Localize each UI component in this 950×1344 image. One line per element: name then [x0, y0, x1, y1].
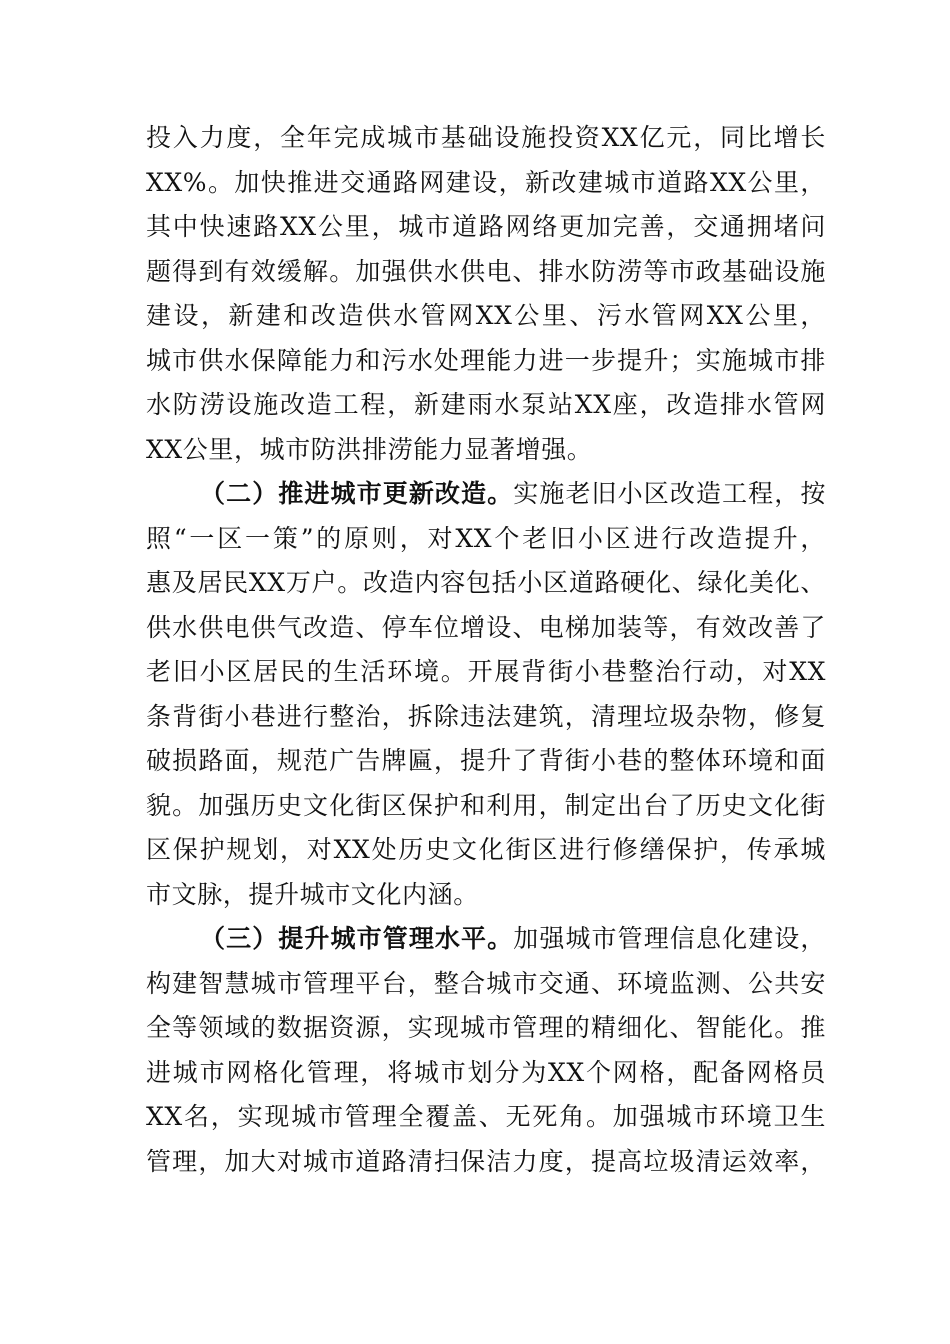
text-line: 条背街小巷进行整治，拆除违法建筑，清理垃圾杂物，修复	[146, 701, 826, 731]
text-line: 进城市网格化管理，将城市划分为XX个网格，配备网格员	[146, 1057, 826, 1087]
paragraph-urban-renewal	[146, 472, 826, 917]
text-line: 市文脉，提升城市文化内涵。	[146, 879, 479, 909]
text-line	[146, 917, 826, 962]
paragraph-infrastructure	[146, 116, 826, 472]
text-line: XX%。加快推进交通路网建设，新改建城市道路XX公里，	[146, 167, 826, 197]
paragraph-city-management	[146, 917, 826, 1184]
section-heading: （二）推进城市更新改造。	[200, 479, 514, 508]
text-line: 破损路面，规范广告牌匾，提升了背街小巷的整体环境和面	[146, 746, 826, 775]
section-heading: （三）提升城市管理水平。	[200, 924, 514, 953]
text-run: 加强城市管理信息化建设，	[513, 924, 826, 953]
text-line: 建设，新建和改造供水管网XX公里、污水管网XX公里，	[146, 301, 826, 330]
text-line: 老旧小区居民的生活环境。开展背街小巷整治行动，对XX	[146, 657, 826, 686]
text-line: 题得到有效缓解。加强供水供电、排水防涝等市政基础设施	[146, 256, 826, 286]
text-line: 其中快速路XX公里，城市道路网络更加完善，交通拥堵问	[146, 212, 826, 241]
text-line	[146, 472, 826, 517]
text-line: 照“一区一策”的原则，对XX个老旧小区进行改造提升，	[146, 523, 826, 553]
text-line: 投入力度，全年完成城市基础设施投资XX亿元，同比增长	[146, 123, 826, 152]
text-line: 水防涝设施改造工程，新建雨水泵站XX座，改造排水管网	[146, 390, 826, 419]
text-line: 供水供电供气改造、停车位增设、电梯加装等，有效改善了	[146, 612, 826, 642]
text-line: 构建智慧城市管理平台，整合城市交通、环境监测、公共安	[146, 968, 826, 998]
text-run: 实施老旧小区改造工程，按	[513, 479, 826, 508]
text-line: XX公里，城市防洪排涝能力显著增强。	[146, 434, 593, 464]
text-line: 惠及居民XX万户。改造内容包括小区道路硬化、绿化美化、	[146, 568, 826, 597]
text-line: 区保护规划，对XX处历史文化街区进行修缮保护，传承城	[146, 835, 826, 864]
text-line: XX名，实现城市管理全覆盖、无死角。加强城市环境卫生	[146, 1102, 826, 1131]
text-line: 全等领域的数据资源，实现城市管理的精细化、智能化。推	[146, 1013, 826, 1042]
document-body	[146, 116, 826, 1184]
text-line: 管理，加大对城市道路清扫保洁力度，提高垃圾清运效率，	[146, 1146, 826, 1176]
text-line: 城市供水保障能力和污水处理能力进一步提升；实施城市排	[146, 345, 826, 375]
text-line: 貌。加强历史文化街区保护和利用，制定出台了历史文化街	[146, 790, 826, 820]
